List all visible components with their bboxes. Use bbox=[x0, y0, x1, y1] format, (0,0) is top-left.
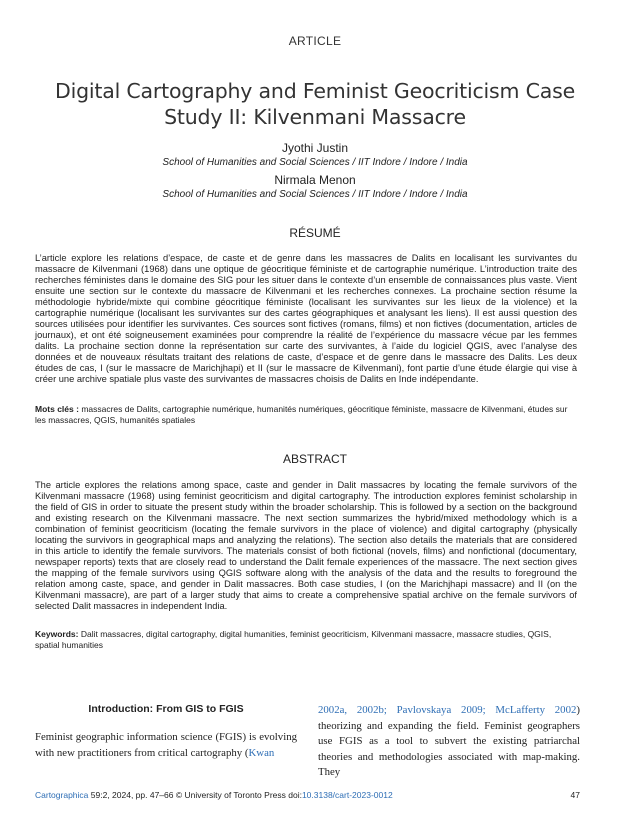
abstract-keywords bbox=[35, 629, 577, 651]
resume-text: L’article explore les relations d’espace, de caste et de genre dans les massacres de Dalits en localisant les survivantes du massacre de Kilvenmani (1968) dans une optique de géocritique féministe et de cartographie numérique. L’introduction traite des recherches féministes dans le domaine des SIG pour les situer dans le contexte d’un ensemble de connaissances plus vaste. Vient ensuite une section sur le contexte du massacre de Kilvenmani et les recherches connexes. La prochaine section résume la méthodologie hybride/mixte qui combine géocritique féministe (localisant les survivantes sur les lieux de la violence) et la cartographie numérique (localisant les survivantes sur des cartes géographiques et analysant les liens). Il est aussi question des sources utilisées pour identifier les survivantes. Ces sources sont fictives (romans, films) et non fictives (documentation, articles de journaux), et ont été soigneusement examinées pour comprendre la réalité de l’expérience du massacre vécue par les femmes dalits. La prochaine section donne la représentation sur carte des survivantes, à l’aide du logiciel QGIS, avec l’analyse des données et de nouveaux résultats traitant des relations de caste, d’espace et de genre dans le massacre des Dalits. Les deux études de cas, I (sur le massacre de Marichjhapi) et II (sur le massacre de Kilvenmani), font partie d’une étude élargie qui vise à créer une archive spatiale plus vaste des survivantes de massacres choisis de Dalits en Inde indépendante. bbox=[35, 253, 577, 384]
abstract-text: The article explores the relations among space, caste and gender in Dalit massacres by locating the female survivors of the Kilvenmani massacre (1968) using feminist geocriticism and digital cartography. The introduction explores feminist scholarship in the field of GIS in order to situate the present study within the broader scholarship. This is followed by a section on the background and existing research on the Kilvenmani massacre. The next section summarizes the hybrid/mixed methodology which is a combination of feminist geocriticism (locating the female survivors in the place of violence) and digital cartography (physically locating the survivors in geographical maps and analyzing the relations). The section also details the materials that are considered in this article to identify the female survivors. The materials consist of both fictional (novels, films) and nonfictional (documentary, newspaper reports) texts that are closely read to understand the Dalit female experiences of the massacre. The next section gives the mapping of the female survivors using QGIS software along with the analysis of the data and the results to foreground the relation among caste, space, and gender in Dalit massacres. Both case studies, I (on the Marichjhapi massacre) and II (on the Kilvenmani massacre), are part of a larger study that aims to create a comprehensive spatial archive on the female survivors of selected Dalit massacres in independent India. bbox=[35, 480, 577, 611]
title-line-1: Digital Cartography and Feminist Geocriticism Case bbox=[55, 78, 575, 103]
author-1 bbox=[0, 141, 630, 168]
resume-heading: RÉSUMÉ bbox=[289, 226, 341, 240]
keywords-label: Keywords: bbox=[35, 629, 79, 639]
author-affiliation: School of Humanities and Social Sciences / IIT Indore / Indore / India bbox=[162, 157, 468, 168]
citation-link[interactable]: Kwan bbox=[248, 746, 275, 759]
citation-link[interactable]: 2002a, 2002b; Pavlovskaya 2009; McLafferty 2002 bbox=[318, 704, 577, 716]
title-line-2: Study II: Kilvenmani Massacre bbox=[164, 104, 466, 129]
citation-info: 59:2, 2024, pp. 47–66 © University of Toronto Press doi: bbox=[90, 790, 302, 800]
body-column-left bbox=[35, 730, 297, 761]
resume-keywords bbox=[35, 404, 577, 426]
journal-name[interactable]: Cartographica bbox=[35, 790, 89, 800]
doi-link[interactable]: 10.3138/cart-2023-0012 bbox=[301, 790, 393, 800]
keywords-list: massacres de Dalits, cartographie numérique, humanités numériques, géocritique féministe, massacre de Kilvenmani, études sur les massacres, QGIS, humanités spatiales bbox=[35, 404, 568, 425]
page-number: 47 bbox=[570, 790, 580, 800]
page-footer bbox=[35, 790, 580, 800]
author-2 bbox=[0, 173, 630, 200]
author-name: Jyothi Justin bbox=[281, 141, 349, 155]
abstract-heading: ABSTRACT bbox=[282, 452, 347, 466]
article-title bbox=[40, 78, 590, 130]
author-affiliation: School of Humanities and Social Sciences / IIT Indore / Indore / India bbox=[162, 189, 468, 200]
body-column-right bbox=[318, 703, 580, 781]
article-type-label: ARTICLE bbox=[288, 34, 342, 48]
author-name: Nirmala Menon bbox=[274, 173, 356, 187]
keywords-list: Dalit massacres, digital cartography, digital humanities, feminist geocriticism, Kilvenmani massacre, massacre studies, QGIS, spatial humanities bbox=[35, 629, 552, 650]
body-text: ) theorizing and expanding the field. Feminist geographers use FGIS as a tool to subvert the existing patriarchal theories and methodologies associated with map-making. They bbox=[318, 704, 580, 778]
body-text: Feminist geographic information science (FGIS) is evolving with new practitioners from critical cartography ( bbox=[35, 731, 297, 759]
intro-heading: Introduction: From GIS to FGIS bbox=[88, 703, 244, 715]
keywords-label: Mots clés : bbox=[35, 404, 79, 414]
